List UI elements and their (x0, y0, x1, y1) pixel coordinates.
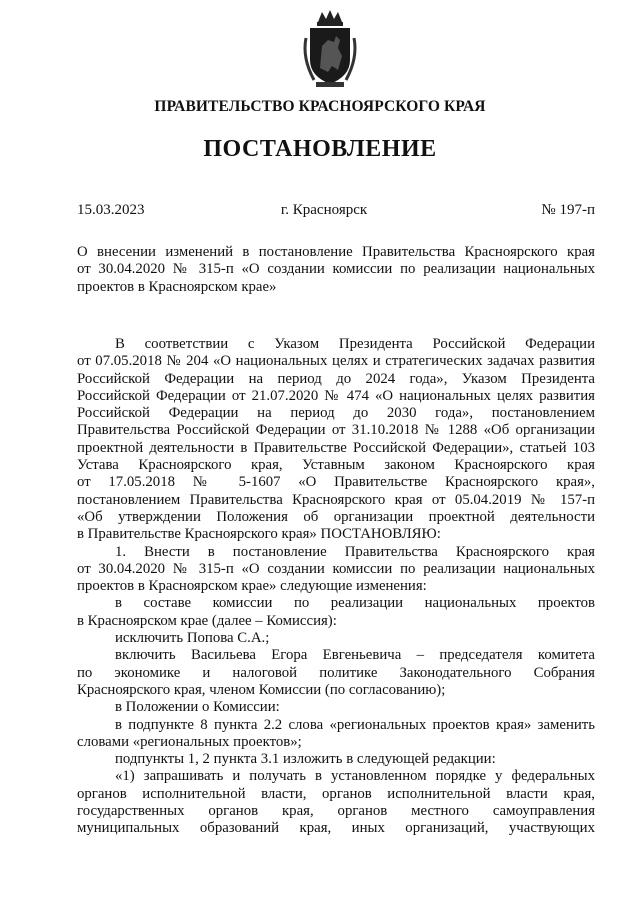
document-date: 15.03.2023 (77, 202, 145, 218)
body-line: от 30.04.2020 № 315-п «О создании комиссии по реализации национальных (77, 560, 595, 577)
coat-of-arms-icon (300, 8, 360, 90)
body-line: В соответствии с Указом Президента Российской Федерации (115, 336, 595, 352)
body-line: словами «региональных проектов»; (77, 733, 302, 750)
body-line: Российской Федерации на период до 2030 года», постановлением (77, 405, 595, 422)
body-line: Правительства Российской Федерации от 31.10.2018 № 1288 «Об организации (77, 422, 595, 439)
body-line: Российской Федерации на период до 2024 года», Указом Президента (77, 370, 595, 387)
body-line: постановлением Правительства Красноярского края от 05.04.2019 № 157-п (77, 491, 595, 508)
document-title (77, 244, 595, 296)
body-line: государственных органов края, органов местного самоуправления (77, 803, 595, 820)
title-line: от 30.04.2020 № 315-п «О создании комиссии по реализации национальных (77, 261, 595, 278)
document-body (77, 336, 595, 838)
body-line: в подпункте 8 пункта 2.2 слова «региональных проектов края» заменить (115, 716, 595, 733)
body-line: проектной деятельности в Правительстве Российской Федерации», статьей 103 (77, 439, 595, 456)
document-type: ПОСТАНОВЛЕНИЕ (203, 136, 437, 162)
title-line: О внесении изменений в постановление Правительства Красноярского края (77, 244, 595, 260)
body-line: Красноярского края, членом Комиссии (по согласованию); (77, 681, 446, 698)
body-line: включить Васильева Егора Евгеньевича – председателя комитета (115, 647, 595, 664)
body-line: в Положении о Комиссии: (115, 699, 280, 716)
body-line: 1. Внести в постановление Правительства Красноярского края (115, 543, 595, 560)
body-line: в Красноярском крае (далее – Комиссия): (77, 612, 337, 629)
body-line: в Правительстве Красноярского края» ПОСТАНОВЛЯЮ: (77, 526, 441, 543)
body-line: Устава Красноярского края, Уставным законом Красноярского края (77, 457, 595, 474)
body-line: по экономике и налоговой политике Законодательного Собрания (77, 664, 595, 681)
document-number: № 197-п (541, 202, 595, 218)
body-line: проектов в Красноярском крае» следующие изменения: (77, 578, 427, 595)
body-line: подпункты 1, 2 пункта 3.1 изложить в следующей редакции: (115, 751, 496, 768)
body-line: от 17.05.2018 № 5-1607 «О Правительстве Красноярского края», (77, 474, 595, 491)
title-line: проектов в Красноярском крае» (77, 278, 277, 295)
body-line: исключить Попова С.А.; (115, 630, 270, 647)
body-line: в составе комиссии по реализации национальных проектов (115, 595, 595, 612)
body-line: «1) запрашивать и получать в установленном порядке у федеральных (115, 768, 595, 785)
organization-name: ПРАВИТЕЛЬСТВО КРАСНОЯРСКОГО КРАЯ (154, 98, 486, 115)
body-line: Российской Федерации от 21.07.2020 № 474 «О национальных целях развития (77, 387, 595, 404)
body-line: от 07.05.2018 № 204 «О национальных целях и стратегических задачах развития (77, 353, 595, 370)
body-line: муниципальных образований края, иных организаций, участвующих (77, 820, 595, 837)
body-line: «Об утверждении Положения об организации проектной деятельности (77, 508, 595, 525)
body-line: органов исполнительной власти, органов исполнительной власти края, (77, 785, 595, 802)
document-city: г. Красноярск (280, 202, 368, 218)
